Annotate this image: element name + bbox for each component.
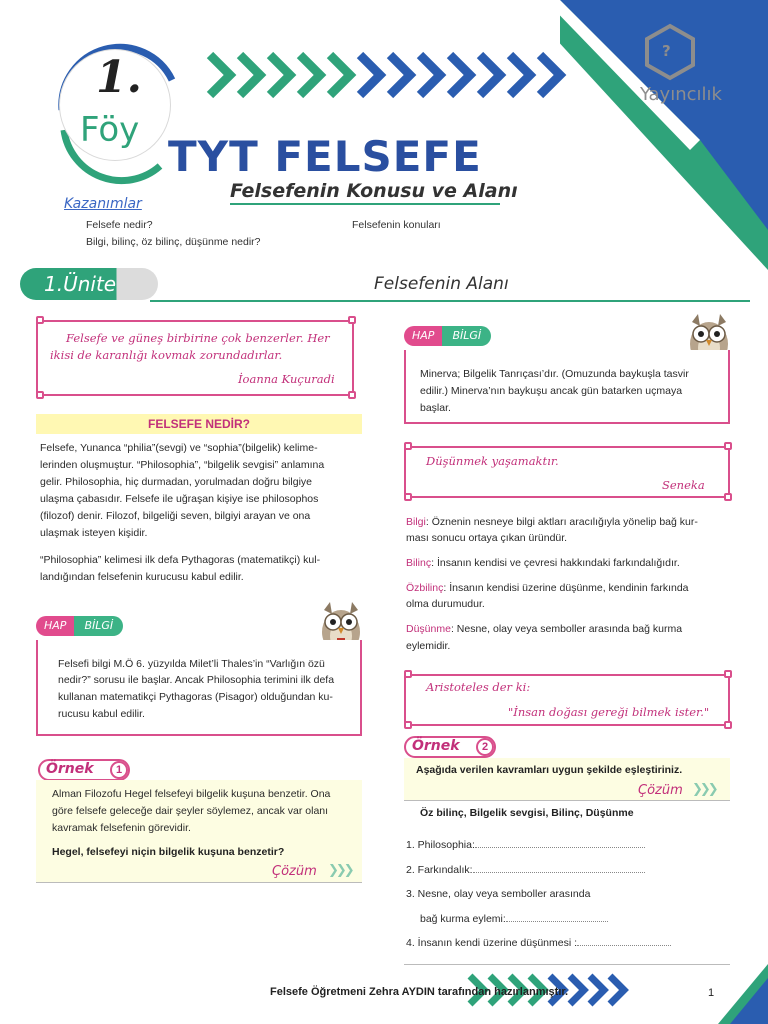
page-subtitle: Felsefenin Konusu ve Alanı (230, 180, 518, 202)
paragraph-line: ulaşma çabasıdır. Felsefe ile uğraşan kişiye ise philosophos (40, 493, 319, 505)
definition-separator: : (431, 557, 437, 569)
corner-tag (724, 493, 732, 501)
paragraph-line: lerinden oluşmuştur. “Philosophia”, “bilgelik sevgisi” anlamına (40, 459, 325, 471)
definition-text: İnsanın kendisi ve çevresi hakkındaki farkındalığıdır. (436, 557, 680, 569)
ornek-label: Örnek (46, 761, 94, 777)
paragraph-line: göre felsefe geleceğe dair şeyler söylemez, ancak var olanı (52, 805, 329, 817)
ornek-1-rule (36, 882, 362, 883)
definition-term: Özbilinç (406, 582, 444, 594)
matching-label: 3. Nesne, olay veya semboller arasında (406, 888, 591, 900)
paragraph-line: Felsefi bilgi M.Ö 6. yüzyılda Milet’li Thales’in “Varlığın özü (58, 658, 325, 670)
paragraph-line: (filozof) denir. Filozof, bilgeliği seven, bilgiyi arayan ve ona (40, 510, 311, 522)
cozum-arrows-icon: ❯❯❯ (692, 782, 716, 797)
matching-label: bağ kurma eylemi: (420, 913, 506, 925)
definition-bilinc (406, 555, 680, 572)
corner-tag (404, 442, 412, 450)
paragraph-line: kavramak felsefenin görevidir. (52, 822, 191, 834)
definition-separator: : (450, 623, 457, 635)
definition-separator: : (425, 516, 432, 528)
matching-label: 4. İnsanın kendi üzerine düşünmesi : (406, 937, 578, 949)
bilgi-tag-text: BİLGİ (74, 616, 123, 636)
kazanim-item: Felsefenin konuları (352, 219, 441, 231)
definition-bilgi (406, 514, 698, 531)
answer-blank[interactable] (475, 838, 645, 848)
ornek-2-bottom-rule (404, 964, 730, 965)
quote-author: Seneka (662, 478, 705, 492)
hap-tag-text: HAP (36, 616, 74, 636)
answer-blank[interactable] (577, 936, 671, 946)
matching-item (406, 863, 645, 876)
corner-tag (404, 670, 412, 678)
definition-line: eylemidir. (406, 640, 451, 652)
foy-label: Föy (80, 110, 140, 150)
hap-bilgi-tag (404, 326, 491, 346)
corner-tag (724, 442, 732, 450)
paragraph-line: Felsefe, Yunanca “philia”(sevgi) ve “sophia”(bilgelik) kelime- (40, 442, 318, 454)
definition-text: Öznenin nesneye bilgi aktları aracılığıyla yönelip bağ kur- (431, 516, 698, 528)
corner-tag (36, 316, 44, 324)
concept-list: Öz bilinç, Bilgelik sevgisi, Bilinç, Düşünme (420, 807, 634, 819)
definition-term: Düşünme (406, 623, 451, 635)
kazanim-item: Bilgi, bilinç, öz bilinç, düşünme nedir? (86, 236, 261, 248)
definition-term: Bilinç (406, 557, 432, 569)
corner-tag (404, 493, 412, 501)
corner-tag (404, 721, 412, 729)
quote-line: ikisi de karanlığı kovmak zorundadırlar. (50, 348, 283, 362)
quote-text: Düşünmek yaşamaktır. (426, 454, 559, 468)
unit-topic: Felsefenin Alanı (374, 274, 509, 294)
matching-item (406, 888, 590, 900)
ornek-number: 1 (110, 761, 128, 779)
logo-question-mark: ? (662, 42, 671, 60)
definition-line: ması sonucu ortaya çıkan üründür. (406, 532, 568, 544)
paragraph-line: Minerva; Bilgelik Tanrıçası’dır. (Omuzunda baykuşla tasvir (420, 368, 689, 380)
corner-tag (348, 391, 356, 399)
hap-bilgi-tag (36, 616, 123, 636)
matching-item (406, 838, 645, 851)
corner-tag (348, 316, 356, 324)
definition-term: Bilgi (406, 516, 426, 528)
matching-label: 2. Farkındalık: (406, 864, 473, 876)
answer-blank[interactable] (506, 912, 608, 922)
kazanim-item: Felsefe nedir? (86, 219, 153, 231)
page-title: TYT FELSEFE (168, 132, 482, 181)
paragraph-line: gelir. Philosophia, hiç durmadan, yorulmadan doğru bilgiye (40, 476, 312, 488)
cozum-label: Çözüm (272, 864, 317, 879)
hap-tag-text: HAP (404, 326, 442, 346)
paragraph-line: başlar. (420, 402, 451, 414)
paragraph-line: nedir?” sorusu ile başlar. Ancak Philosophia terimini ilk defa (58, 674, 335, 686)
page-number: 1 (708, 987, 715, 999)
footer-credit: Felsefe Öğretmeni Zehra AYDIN tarafından hazırlanmıştır. (270, 986, 569, 998)
ornek-number: 2 (476, 738, 494, 756)
paragraph-line: ulaşmak isteyen kişidir. (40, 527, 148, 539)
matching-item (420, 912, 608, 925)
definition-text: Nesne, olay veya semboller arasında bağ kurma (456, 623, 683, 635)
paragraph-line: landığından felsefenin kurucusu kabul edilir. (40, 571, 244, 583)
quote-author: İoanna Kuçuradi (238, 372, 335, 386)
paragraph-line: rucusu kabul edilir. (58, 708, 145, 720)
paragraph-line: Alman Filozofu Hegel felsefeyi bilgelik kuşuna benzetir. Ona (52, 788, 331, 800)
paragraph-line: “Philosophia” kelimesi ilk defa Pythagoras (matematikçi) kul- (40, 554, 321, 566)
ornek-label: Örnek (412, 738, 460, 754)
corner-tag (724, 670, 732, 678)
paragraph-line: kullanan matematikçi Pythagoras (Pisagor) olduğundan ku- (58, 691, 333, 703)
bilgi-tag-text: BİLGİ (442, 326, 491, 346)
definition-text: İnsanın kendisi üzerine düşünme, kendinin farkında (449, 582, 689, 594)
answer-blank[interactable] (473, 863, 645, 873)
definition-line: olma durumudur. (406, 598, 485, 610)
kazanimlar-title: Kazanımlar (64, 196, 142, 212)
matching-item (406, 936, 671, 949)
quote-intro: Aristoteles der ki: (426, 680, 531, 694)
matching-label: 1. Philosophia: (406, 839, 475, 851)
cozum-label: Çözüm (638, 783, 683, 798)
definition-ozbilinc (406, 580, 689, 597)
quote-text: "İnsan doğası gereği bilmek ister." (508, 705, 710, 719)
quote-line: Felsefe ve güneş birbirine çok benzerler. Her (66, 331, 330, 345)
corner-tag (36, 391, 44, 399)
unit-label: 1.Ünite (44, 272, 117, 296)
ornek-2-instruction: Aşağıda verilen kavramları uygun şekilde eşleştiriniz. (416, 764, 683, 776)
section-heading-felsefe-nedir: FELSEFE NEDİR? (36, 414, 362, 434)
footer-corner-decoration (718, 964, 768, 1024)
corner-tag (724, 721, 732, 729)
ornek-1-question: Hegel, felsefeyi niçin bilgelik kuşuna benzetir? (52, 846, 285, 858)
definition-dusunme (406, 621, 682, 638)
definition-separator: : (443, 582, 450, 594)
foy-number: 1. (96, 52, 142, 103)
cozum-arrows-icon: ❯❯❯ (328, 863, 352, 878)
unit-divider (150, 300, 750, 302)
ornek-2-rule (404, 800, 730, 801)
publisher-logo-text: Yayıncılık (640, 84, 722, 105)
paragraph-line: edilir.) Minerva’nın baykuşu ancak gün batarken uçmaya (420, 385, 683, 397)
